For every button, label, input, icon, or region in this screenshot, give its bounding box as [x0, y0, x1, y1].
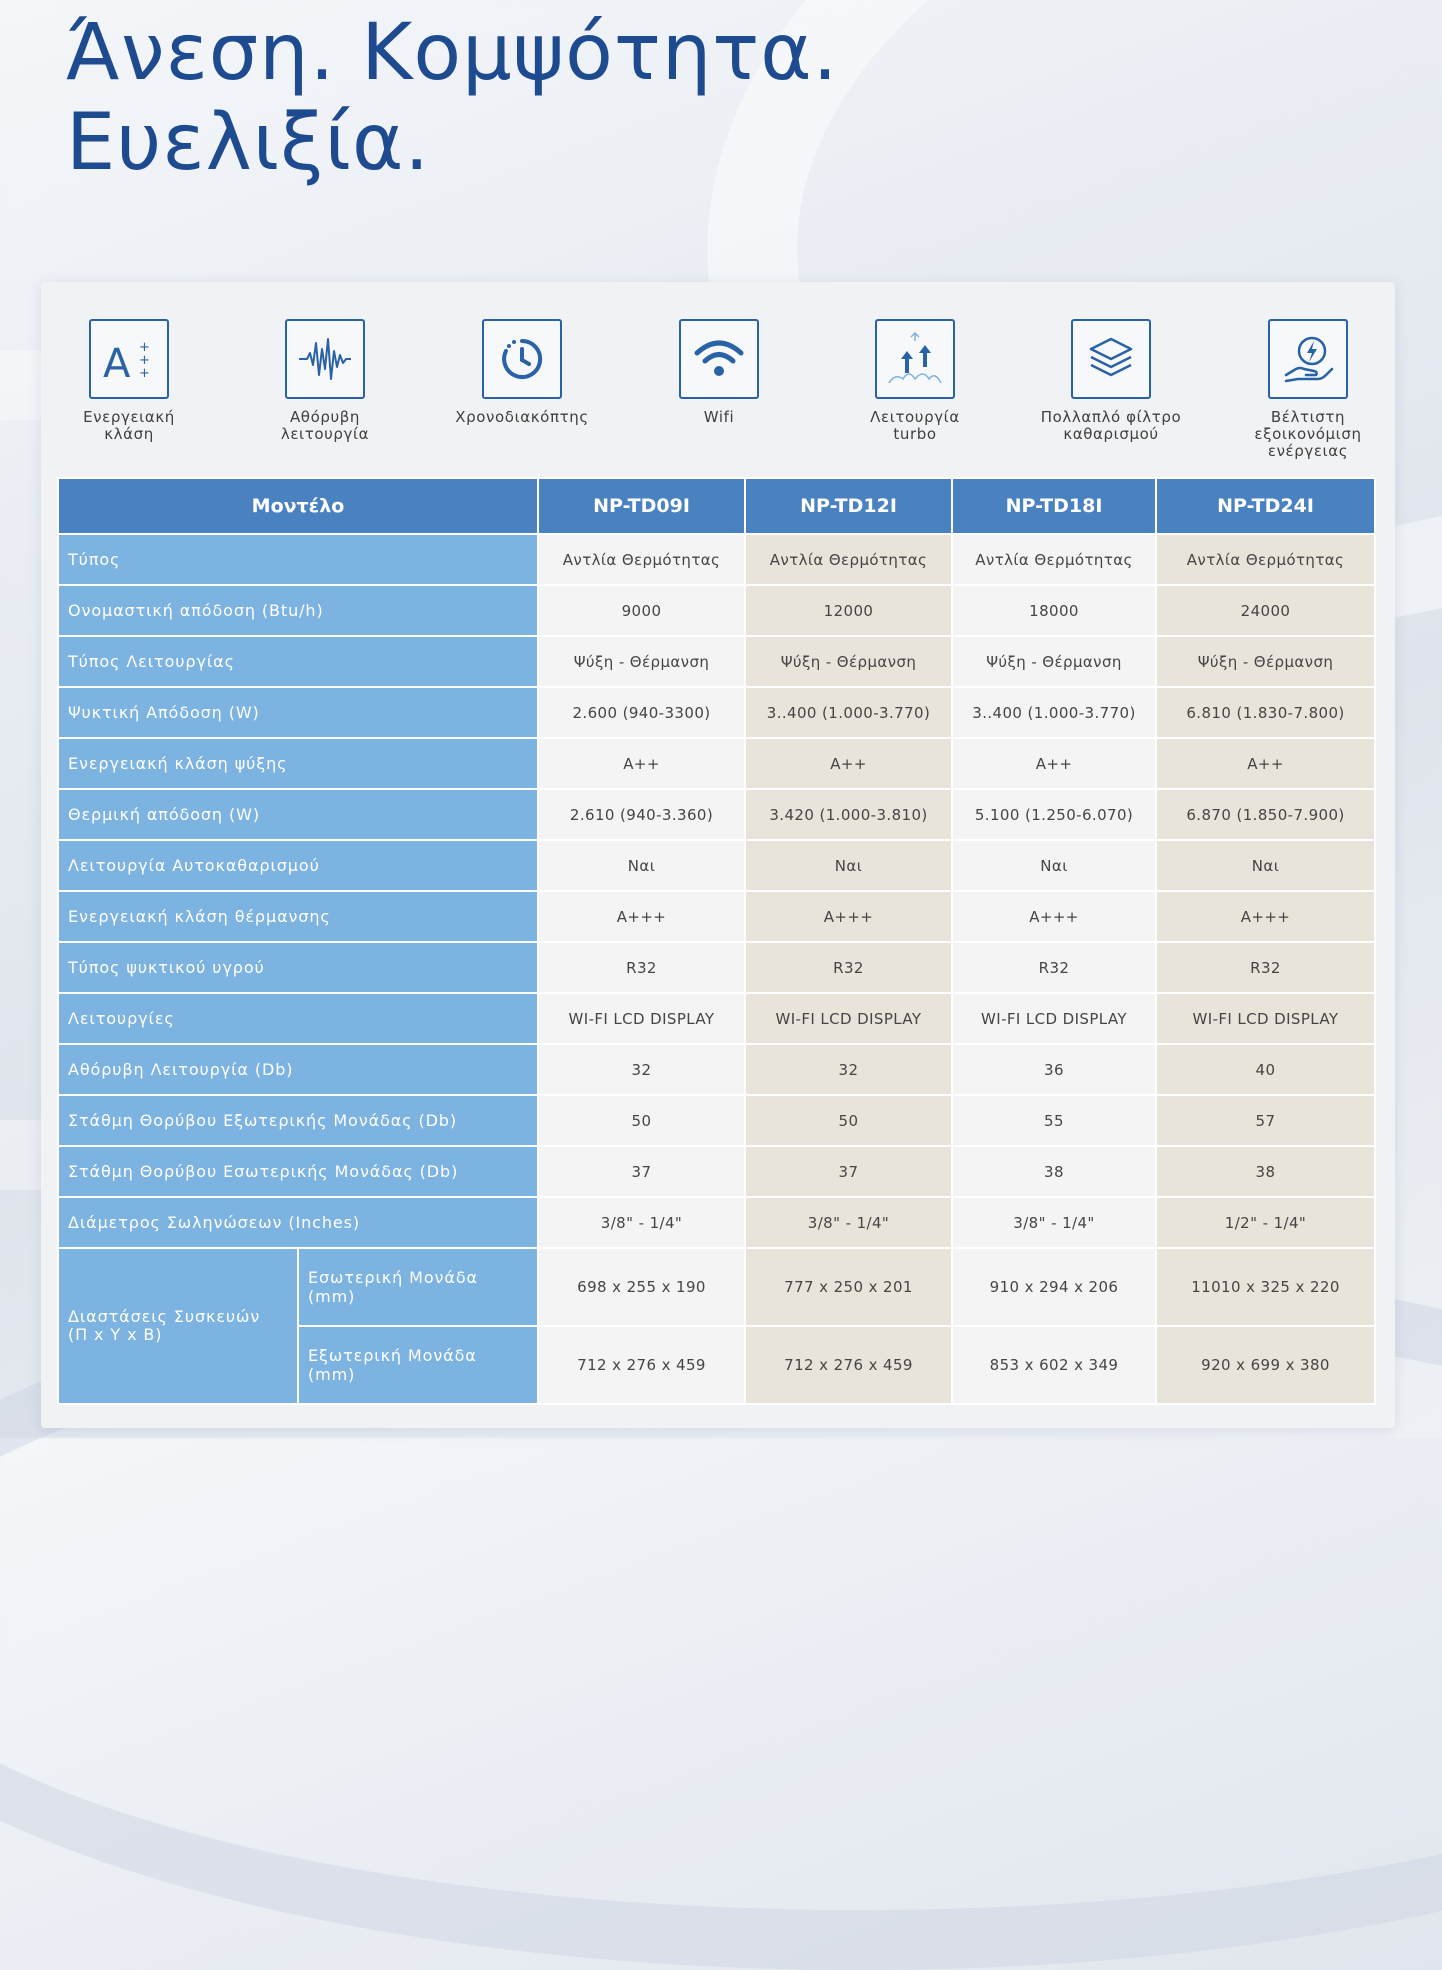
value-cell: WI-FI LCD DISPLAY: [1156, 993, 1375, 1044]
value-cell: A+++: [538, 891, 745, 942]
feature-wifi: [629, 319, 809, 426]
value-cell: 920 x 699 x 380: [1156, 1326, 1375, 1404]
value-cell: Ναι: [1156, 840, 1375, 891]
value-cell: 36: [952, 1044, 1156, 1095]
table-row: [58, 534, 1375, 585]
value-cell: WI-FI LCD DISPLAY: [952, 993, 1156, 1044]
value-cell: 50: [745, 1095, 952, 1146]
svg-text:+: +: [139, 340, 150, 355]
row-label: Τύπος Λειτουργίας: [58, 636, 538, 687]
value-cell: Αντλία Θερμότητας: [1156, 534, 1375, 585]
table-row: [58, 1146, 1375, 1197]
hero-title: [66, 8, 838, 188]
feature-label: Ενεργειακή κλάση: [83, 408, 175, 443]
value-cell: 2.600 (940-3300): [538, 687, 745, 738]
value-cell: Αντλία Θερμότητας: [745, 534, 952, 585]
value-cell: Ναι: [745, 840, 952, 891]
row-label: Ενεργειακή κλάση θέρμανσης: [58, 891, 538, 942]
spec-panel: [41, 282, 1395, 1428]
feature-label: Wifi: [703, 408, 735, 426]
value-cell: 1/2" - 1/4": [1156, 1197, 1375, 1248]
feature-label: Πολλαπλό φίλτρο καθαρισμού: [1040, 408, 1182, 443]
value-cell: WI-FI LCD DISPLAY: [745, 993, 952, 1044]
value-cell: 3..400 (1.000-3.770): [745, 687, 952, 738]
wifi-icon: [679, 319, 759, 399]
value-cell: R32: [952, 942, 1156, 993]
hero-title-line-2: Ευελιξία.: [66, 98, 431, 188]
table-row: [58, 585, 1375, 636]
value-cell: R32: [1156, 942, 1375, 993]
value-cell: 32: [538, 1044, 745, 1095]
feature-icons-row: [41, 282, 1395, 478]
row-label: Ψυκτική Απόδοση (W): [58, 687, 538, 738]
value-cell: 777 x 250 x 201: [745, 1248, 952, 1326]
value-cell: 38: [1156, 1146, 1375, 1197]
outdoor-unit-label: Εξωτερική Μονάδα (mm): [298, 1326, 538, 1404]
feature-energy-saving: [1218, 319, 1398, 460]
svg-text:+: +: [139, 353, 150, 368]
sound-wave-icon: [285, 319, 365, 399]
dimensions-group-label: Διαστάσεις Συσκευών (Π x Υ x Β): [58, 1248, 298, 1404]
row-label: Στάθμη Θορύβου Εσωτερικής Μονάδας (Db): [58, 1146, 538, 1197]
feature-label: Βέλτιστη εξοικονόμιση ενέργειας: [1254, 408, 1362, 460]
row-label: Αθόρυβη Λειτουργία (Db): [58, 1044, 538, 1095]
value-cell: 9000: [538, 585, 745, 636]
value-cell: 32: [745, 1044, 952, 1095]
value-cell: A+++: [952, 891, 1156, 942]
value-cell: 712 x 276 x 459: [538, 1326, 745, 1404]
table-row: [58, 738, 1375, 789]
value-cell: 40: [1156, 1044, 1375, 1095]
value-cell: 37: [538, 1146, 745, 1197]
value-cell: Ψύξη - Θέρμανση: [538, 636, 745, 687]
value-cell: Ναι: [952, 840, 1156, 891]
value-cell: A++: [1156, 738, 1375, 789]
timer-icon: [482, 319, 562, 399]
row-label: Στάθμη Θορύβου Εξωτερικής Μονάδας (Db): [58, 1095, 538, 1146]
value-cell: 50: [538, 1095, 745, 1146]
value-cell: 2.610 (940-3.360): [538, 789, 745, 840]
table-row: [58, 993, 1375, 1044]
row-label: Λειτουργίες: [58, 993, 538, 1044]
feature-energy-class: [39, 319, 219, 443]
svg-text:+: +: [139, 366, 150, 381]
value-cell: Ναι: [538, 840, 745, 891]
feature-label: Χρονοδιακόπτης: [455, 408, 589, 426]
value-cell: 3/8" - 1/4": [745, 1197, 952, 1248]
value-cell: Ψύξη - Θέρμανση: [952, 636, 1156, 687]
spec-table: [57, 477, 1376, 1405]
svg-text:A: A: [103, 341, 131, 387]
value-cell: Ψύξη - Θέρμανση: [1156, 636, 1375, 687]
table-row: [58, 1197, 1375, 1248]
table-row: [58, 1095, 1375, 1146]
table-row: [58, 840, 1375, 891]
value-cell: A+++: [745, 891, 952, 942]
value-cell: 37: [745, 1146, 952, 1197]
value-cell: 24000: [1156, 585, 1375, 636]
filter-layers-icon: [1071, 319, 1151, 399]
turbo-airflow-icon: [875, 319, 955, 399]
model-name-cell: NP-TD12I: [745, 478, 952, 534]
value-cell: 698 x 255 x 190: [538, 1248, 745, 1326]
indoor-unit-label: Εσωτερική Μονάδα (mm): [298, 1248, 538, 1326]
value-cell: 38: [952, 1146, 1156, 1197]
value-cell: 712 x 276 x 459: [745, 1326, 952, 1404]
feature-label: Αθόρυβη λειτουργία: [280, 408, 370, 443]
value-cell: 853 x 602 x 349: [952, 1326, 1156, 1404]
spec-table-body: [58, 534, 1375, 1404]
feature-turbo: [825, 319, 1005, 443]
value-cell: 3/8" - 1/4": [952, 1197, 1156, 1248]
table-header-row: [58, 478, 1375, 534]
value-cell: R32: [745, 942, 952, 993]
table-row: [58, 636, 1375, 687]
value-cell: 5.100 (1.250-6.070): [952, 789, 1156, 840]
row-label: Τύπος ψυκτικού υγρού: [58, 942, 538, 993]
table-row: [58, 687, 1375, 738]
model-name-cell: NP-TD18I: [952, 478, 1156, 534]
table-row: [58, 942, 1375, 993]
model-header-cell: Μοντέλο: [58, 478, 538, 534]
value-cell: 3..400 (1.000-3.770): [952, 687, 1156, 738]
row-label: Διάμετρος Σωληνώσεων (Inches): [58, 1197, 538, 1248]
model-name-cell: NP-TD24I: [1156, 478, 1375, 534]
row-label: Θερμική απόδοση (W): [58, 789, 538, 840]
value-cell: WI-FI LCD DISPLAY: [538, 993, 745, 1044]
value-cell: 910 x 294 x 206: [952, 1248, 1156, 1326]
row-label: Λειτουργία Αυτοκαθαρισμού: [58, 840, 538, 891]
value-cell: 11010 x 325 x 220: [1156, 1248, 1375, 1326]
value-cell: 55: [952, 1095, 1156, 1146]
value-cell: 3/8" - 1/4": [538, 1197, 745, 1248]
value-cell: 18000: [952, 585, 1156, 636]
value-cell: 57: [1156, 1095, 1375, 1146]
table-row: [58, 891, 1375, 942]
row-label: Ενεργειακή κλάση ψύξης: [58, 738, 538, 789]
value-cell: Αντλία Θερμότητας: [952, 534, 1156, 585]
value-cell: A++: [538, 738, 745, 789]
table-row: [58, 789, 1375, 840]
table-row-dimensions-indoor: [58, 1248, 1375, 1326]
model-name-cell: NP-TD09I: [538, 478, 745, 534]
feature-timer: [432, 319, 612, 426]
feature-filter: [1021, 319, 1201, 443]
row-label: Τύπος: [58, 534, 538, 585]
row-label: Ονομαστική απόδοση (Btu/h): [58, 585, 538, 636]
energy-class-icon: [89, 319, 169, 399]
value-cell: Αντλία Θερμότητας: [538, 534, 745, 585]
value-cell: 6.870 (1.850-7.900): [1156, 789, 1375, 840]
value-cell: 12000: [745, 585, 952, 636]
value-cell: A++: [745, 738, 952, 789]
value-cell: 3.420 (1.000-3.810): [745, 789, 952, 840]
table-row: [58, 1044, 1375, 1095]
value-cell: 6.810 (1.830-7.800): [1156, 687, 1375, 738]
hero-title-line-1: Άνεση. Κομψότητα.: [66, 8, 839, 98]
feature-silent: [235, 319, 415, 443]
value-cell: Ψύξη - Θέρμανση: [745, 636, 952, 687]
energy-saving-hand-icon: [1268, 319, 1348, 399]
value-cell: A++: [952, 738, 1156, 789]
feature-label: Λειτουργία turbo: [870, 408, 960, 443]
value-cell: A+++: [1156, 891, 1375, 942]
value-cell: R32: [538, 942, 745, 993]
